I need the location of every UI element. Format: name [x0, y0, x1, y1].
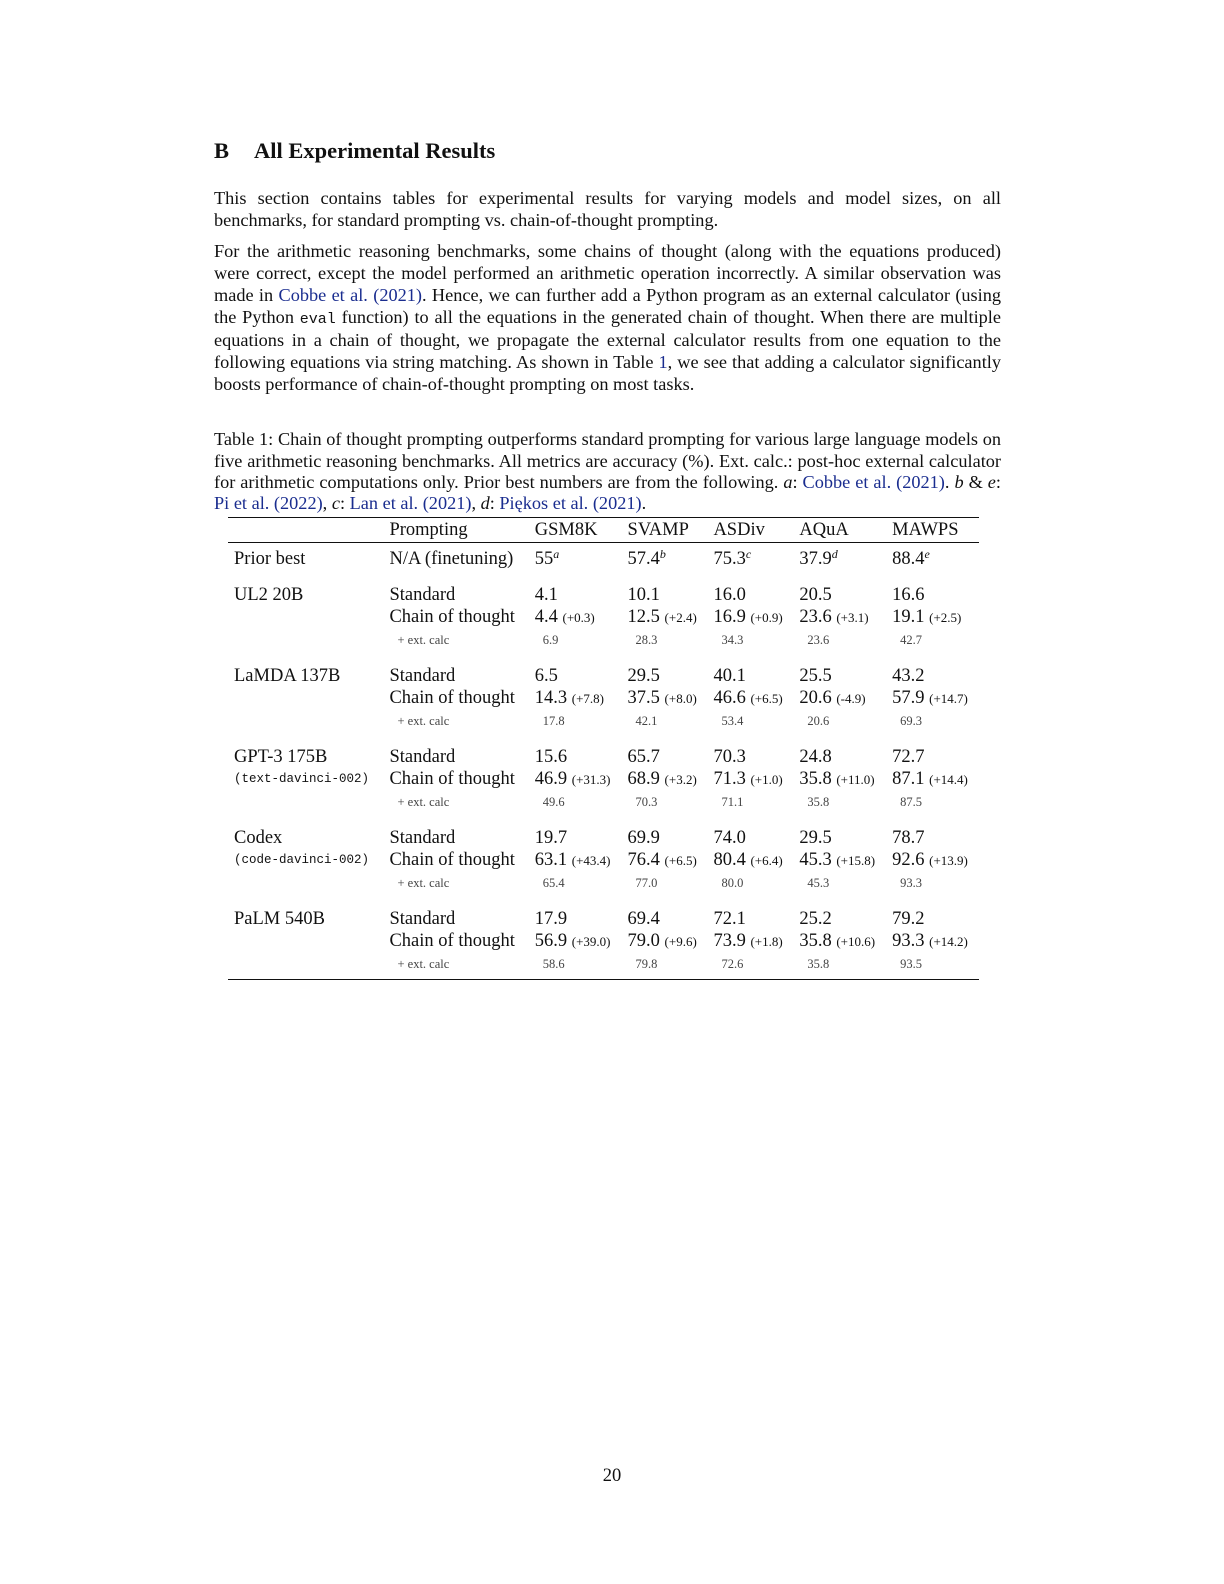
value: 12.5 [627, 607, 660, 628]
delta-value: (+3.1) [836, 610, 869, 626]
cot-value [886, 930, 979, 953]
cot-value [707, 768, 793, 791]
model-name: GPT-3 175B [234, 747, 328, 768]
value: 45.3 [799, 850, 832, 871]
standard-value: 10.1 [627, 585, 660, 606]
delta-value: (+13.9) [929, 853, 968, 869]
header-model [228, 518, 383, 543]
ext-calc-value: 69.3 [900, 714, 922, 729]
footnote-mark: e [924, 547, 930, 562]
delta-value: (+8.0) [664, 691, 697, 707]
citation-author: Lan et al. [349, 492, 419, 513]
prompting-method: Chain of thought [389, 850, 515, 871]
value: 63.1 [534, 850, 568, 871]
standard-value: 40.1 [713, 666, 746, 687]
value: 37.5 [627, 688, 660, 709]
ext-calc-value: 58.6 [542, 957, 565, 972]
table-row [228, 710, 979, 732]
value: 92.6 [892, 850, 925, 871]
standard-value: 79.2 [892, 909, 925, 930]
prompting-method: Standard [389, 666, 456, 687]
model-group [228, 651, 979, 732]
value: 46.6 [713, 688, 746, 709]
citation-author: Cobbe et al. [802, 471, 892, 492]
prompting-method: Standard [389, 747, 456, 768]
cot-value [529, 606, 622, 629]
standard-value: 17.9 [534, 909, 568, 930]
model-subname: (code-davinci-002) [234, 853, 370, 868]
value: 4.4 [534, 607, 558, 628]
cot-value [886, 768, 979, 791]
table-row [228, 570, 979, 606]
model-name: LaMDA 137B [234, 666, 341, 687]
footnote-mark: a [783, 471, 793, 492]
standard-value: 25.2 [799, 909, 832, 930]
footnote-mark: d [831, 547, 838, 562]
value: 55 [534, 549, 554, 570]
paragraph-text: , we see that adding a calculator significantly boosts performance of chain-of-thought prompting on most tasks. [214, 351, 1001, 394]
value: 16.9 [713, 607, 746, 628]
cot-value [529, 768, 622, 791]
prompting-method: + ext. calc [397, 876, 450, 891]
results-table [228, 517, 979, 980]
cot-value [622, 768, 708, 791]
standard-value: 29.5 [799, 828, 832, 849]
table-row [228, 872, 979, 894]
model-name: Codex [234, 828, 283, 849]
value: 46.9 [534, 769, 568, 790]
delta-value: (+14.4) [929, 772, 968, 788]
table-row [228, 849, 979, 872]
prior-best-value [529, 543, 622, 571]
delta-value: (+0.9) [750, 610, 783, 626]
delta-value: (+39.0) [571, 934, 611, 950]
value: 23.6 [799, 607, 832, 628]
standard-value: 25.5 [799, 666, 832, 687]
prompting-method: Standard [389, 585, 456, 606]
footnote-mark: c [745, 547, 752, 562]
prior-best-group [228, 543, 979, 571]
ext-calc-value: 53.4 [721, 714, 744, 729]
section-title: All Experimental Results [254, 138, 496, 163]
citation-year: 2021 [379, 284, 416, 305]
standard-value: 72.7 [892, 747, 925, 768]
standard-value: 15.6 [534, 747, 568, 768]
cot-value [793, 687, 886, 710]
value: 56.9 [534, 931, 568, 952]
ext-calc-value: 79.8 [635, 957, 658, 972]
header-aqua: AQuA [799, 520, 849, 541]
prompting-method: + ext. calc [397, 714, 450, 729]
cot-value [529, 930, 622, 953]
value: 75.3 [713, 549, 746, 570]
value: 20.6 [799, 688, 832, 709]
header-prompting: Prompting [389, 520, 468, 541]
section-heading [214, 138, 1001, 164]
table-row [228, 768, 979, 791]
ext-calc-value: 72.6 [721, 957, 744, 972]
table-row [228, 543, 979, 571]
empty-cell [228, 710, 383, 732]
standard-value: 20.5 [799, 585, 832, 606]
standard-value: 6.5 [534, 666, 558, 687]
ext-calc-value: 23.6 [807, 633, 830, 648]
delta-value: (+9.6) [664, 934, 697, 950]
section-number: B [214, 138, 230, 163]
caption-text: Chain of thought prompting outperforms standard prompting for various large language models on five arithmetic reasoning benchmarks. All metrics are accuracy (%). Ext. calc.: post-hoc external calculator for arithmetic computations only. Prior best numbers are from the following. [214, 429, 1001, 492]
citation-lan[interactable]: Lan et al. (2021) [349, 492, 472, 513]
standard-value: 69.9 [627, 828, 660, 849]
prompting-method: Chain of thought [389, 607, 515, 628]
cot-value [793, 606, 886, 629]
prompting-method: Chain of thought [389, 931, 515, 952]
cot-value [707, 606, 793, 629]
table-row [228, 651, 979, 687]
cot-value [622, 930, 708, 953]
model-subname [228, 930, 383, 953]
paragraph-calculator: For the arithmetic reasoning benchmarks, some chains of thought (along with the equations produced) were correct, except the model performed an arithmetic operation incorrectly. A similar observation was made in Cobbe et al. (2021). Hence, we can further add a Python program as an external calculator (using the Python eval function) to all the equations in the generated chain of thought. When there are multiple equations in a chain of thought, we propagate the external calculator results from one equation to the following equations via string matching. As shown in Table 1, we see that adding a calculator significantly boosts performance of chain-of-thought prompting on most tasks. [214, 241, 1002, 394]
empty-cell [228, 953, 383, 980]
model-name: Prior best [234, 549, 306, 570]
ext-calc-value: 42.1 [635, 714, 658, 729]
ext-calc-value: 80.0 [721, 876, 744, 891]
delta-value: (+14.2) [929, 934, 968, 950]
delta-value: (+43.4) [571, 853, 611, 869]
delta-value: (+10.6) [836, 934, 876, 950]
value: 68.9 [627, 769, 660, 790]
value: 79.0 [627, 931, 660, 952]
delta-value: (+31.3) [571, 772, 611, 788]
standard-value: 24.8 [799, 747, 832, 768]
prompting-method: + ext. calc [397, 795, 450, 810]
table-row [228, 953, 979, 980]
value: 73.9 [713, 931, 746, 952]
delta-value: (+15.8) [836, 853, 876, 869]
citation-year: 2021 [428, 492, 466, 513]
page-number: 20 [602, 1466, 622, 1486]
ext-calc-value: 35.8 [807, 957, 830, 972]
citation-author: Piękos et al. [499, 492, 589, 513]
cot-value [793, 768, 886, 791]
citation-author: Cobbe et al. [278, 284, 368, 305]
standard-value: 78.7 [892, 828, 925, 849]
citation-pi[interactable]: Pi et al. (2022) [214, 492, 323, 513]
delta-value: (+2.4) [664, 610, 697, 626]
paragraph-text: function) to all the equations in the generated chain of thought. When there are multiple equations in a chain of thought, we propagate the external calculator results from one equation to the following equations via string matching. As shown in Table [214, 306, 1001, 372]
prompting-method: Standard [389, 909, 456, 930]
cot-value [707, 849, 793, 872]
citation-cobbe[interactable]: Cobbe et al. (2021) [278, 284, 422, 305]
footnote-mark: c [331, 492, 340, 513]
citation-year: 2021 [902, 471, 939, 492]
delta-value: (+14.7) [929, 691, 968, 707]
delta-value: (+1.0) [750, 772, 783, 788]
prior-best-value [793, 543, 886, 571]
ext-calc-value: 17.8 [542, 714, 565, 729]
value: 35.8 [799, 931, 832, 952]
header-asdiv: ASDiv [713, 520, 765, 541]
cot-value [886, 606, 979, 629]
paragraph-intro: This section contains tables for experimental results for varying models and model sizes, on all benchmarks, for standard prompting vs. chain-of-thought prompting. [214, 188, 1001, 230]
cot-value [529, 849, 622, 872]
ext-calc-value: 42.7 [900, 633, 922, 648]
prompting-method: + ext. calc [397, 633, 450, 648]
ext-calc-value: 70.3 [635, 795, 658, 810]
page-content [214, 138, 1001, 980]
empty-cell [228, 629, 383, 651]
citation-cobbe[interactable]: Cobbe et al. (2021) [802, 471, 945, 492]
delta-value: (+6.5) [750, 691, 783, 707]
cot-value [886, 687, 979, 710]
standard-value: 19.7 [534, 828, 568, 849]
table-row [228, 629, 979, 651]
value: 19.1 [892, 607, 925, 628]
prior-best-value [886, 543, 979, 571]
ext-calc-value: 45.3 [807, 876, 830, 891]
footnote-mark: e [987, 471, 996, 492]
standard-value: 74.0 [713, 828, 746, 849]
value: 71.3 [713, 769, 746, 790]
delta-value: (+3.2) [664, 772, 697, 788]
cot-value [793, 930, 886, 953]
table-reference[interactable]: 1 [658, 351, 668, 372]
model-group [228, 570, 979, 651]
prior-best-value [622, 543, 708, 571]
ext-calc-value: 35.8 [807, 795, 830, 810]
prior-best-value [707, 543, 793, 571]
prompting-method: + ext. calc [397, 957, 450, 972]
table-row [228, 930, 979, 953]
table-row [228, 894, 979, 930]
delta-value: (+6.4) [750, 853, 783, 869]
table-caption: Table 1: Chain of thought prompting outperforms standard prompting for various large language models on five arithmetic reasoning benchmarks. All metrics are accuracy (%). Ext. calc.: post-hoc external calculator for arithmetic computations only. Prior best numbers are from the following. a: Cobbe et al. (2021). b & e: Pi et al. (2022), c: Lan et al. (2021), d: Piękos et al. (2021). [214, 429, 1001, 513]
table-row [228, 687, 979, 710]
header-svamp: SVAMP [627, 520, 689, 541]
ext-calc-value: 93.5 [900, 957, 922, 972]
delta-value: (+7.8) [571, 691, 604, 707]
value: 57.4 [627, 549, 660, 570]
standard-value: 29.5 [627, 666, 660, 687]
code-eval: eval [299, 310, 336, 328]
value: 14.3 [534, 688, 568, 709]
standard-value: 65.7 [627, 747, 660, 768]
model-subname [228, 606, 383, 629]
table-row [228, 606, 979, 629]
citation-year: 2022 [280, 492, 317, 513]
model-subname [228, 687, 383, 710]
ext-calc-value: 20.6 [807, 714, 830, 729]
table-row [228, 791, 979, 813]
ext-calc-value: 77.0 [635, 876, 658, 891]
citation-year: 2021 [598, 492, 636, 513]
cot-value [886, 849, 979, 872]
table-row [228, 732, 979, 768]
prompting-method: Standard [389, 828, 456, 849]
table-header-row [228, 518, 979, 543]
ext-calc-value: 93.3 [900, 876, 922, 891]
ext-calc-value: 28.3 [635, 633, 658, 648]
cot-value [622, 687, 708, 710]
delta-value: (+2.5) [929, 610, 962, 626]
footnote-mark: b [954, 471, 964, 492]
value: 57.9 [892, 688, 925, 709]
footnote-mark: d [480, 492, 490, 513]
header-gsm8k: GSM8K [534, 520, 598, 541]
citation-author: Pi et al. [214, 492, 270, 513]
model-group [228, 813, 979, 894]
prompting-method: Chain of thought [389, 769, 515, 790]
cot-value [793, 849, 886, 872]
cot-value [622, 606, 708, 629]
standard-value: 43.2 [892, 666, 925, 687]
model-subname: (text-davinci-002) [234, 772, 370, 787]
empty-cell [228, 791, 383, 813]
cot-value [707, 930, 793, 953]
standard-value: 4.1 [534, 585, 558, 606]
ext-calc-value: 6.9 [542, 633, 559, 648]
value: 80.4 [713, 850, 746, 871]
footnote-mark: b [659, 547, 666, 562]
model-name: UL2 20B [234, 585, 304, 606]
caption-label: Table 1: [214, 429, 274, 450]
model-group [228, 732, 979, 813]
delta-value: (+1.8) [750, 934, 783, 950]
standard-value: 16.6 [892, 585, 925, 606]
value: 37.9 [799, 549, 832, 570]
value: 76.4 [627, 850, 660, 871]
delta-value: (-4.9) [836, 691, 866, 707]
value: 87.1 [892, 769, 925, 790]
standard-value: 69.4 [627, 909, 660, 930]
prompting-method: N/A (finetuning) [389, 549, 514, 570]
standard-value: 16.0 [713, 585, 746, 606]
cot-value [622, 849, 708, 872]
header-mawps: MAWPS [892, 520, 959, 541]
standard-value: 72.1 [713, 909, 746, 930]
delta-value: (+6.5) [664, 853, 697, 869]
ampersand: & [968, 471, 983, 492]
cot-value [529, 687, 622, 710]
model-name: PaLM 540B [234, 909, 325, 930]
prompting-method: Chain of thought [389, 688, 515, 709]
ext-calc-value: 49.6 [542, 795, 565, 810]
ext-calc-value: 34.3 [721, 633, 744, 648]
value: 35.8 [799, 769, 832, 790]
standard-value: 70.3 [713, 747, 746, 768]
value: 88.4 [892, 549, 925, 570]
cot-value [707, 687, 793, 710]
citation-piekos[interactable]: Piękos et al. (2021) [499, 492, 642, 513]
paragraph-text: For the arithmetic reasoning benchmarks, some chains of thought (along with the equations produced) were correct, except the model performed an arithmetic operation incorrectly. A similar observation was made in [214, 241, 1001, 305]
model-group [228, 894, 979, 980]
table-row [228, 813, 979, 849]
ext-calc-value: 87.5 [900, 795, 922, 810]
ext-calc-value: 65.4 [542, 876, 565, 891]
ext-calc-value: 71.1 [721, 795, 744, 810]
empty-cell [228, 872, 383, 894]
footnote-mark: a [553, 547, 560, 562]
value: 93.3 [892, 931, 925, 952]
delta-value: (+0.3) [562, 610, 595, 626]
delta-value: (+11.0) [836, 772, 875, 788]
paragraph-text: Hence, we can further add a Python program as an external calculator (using the Python [214, 284, 1002, 327]
